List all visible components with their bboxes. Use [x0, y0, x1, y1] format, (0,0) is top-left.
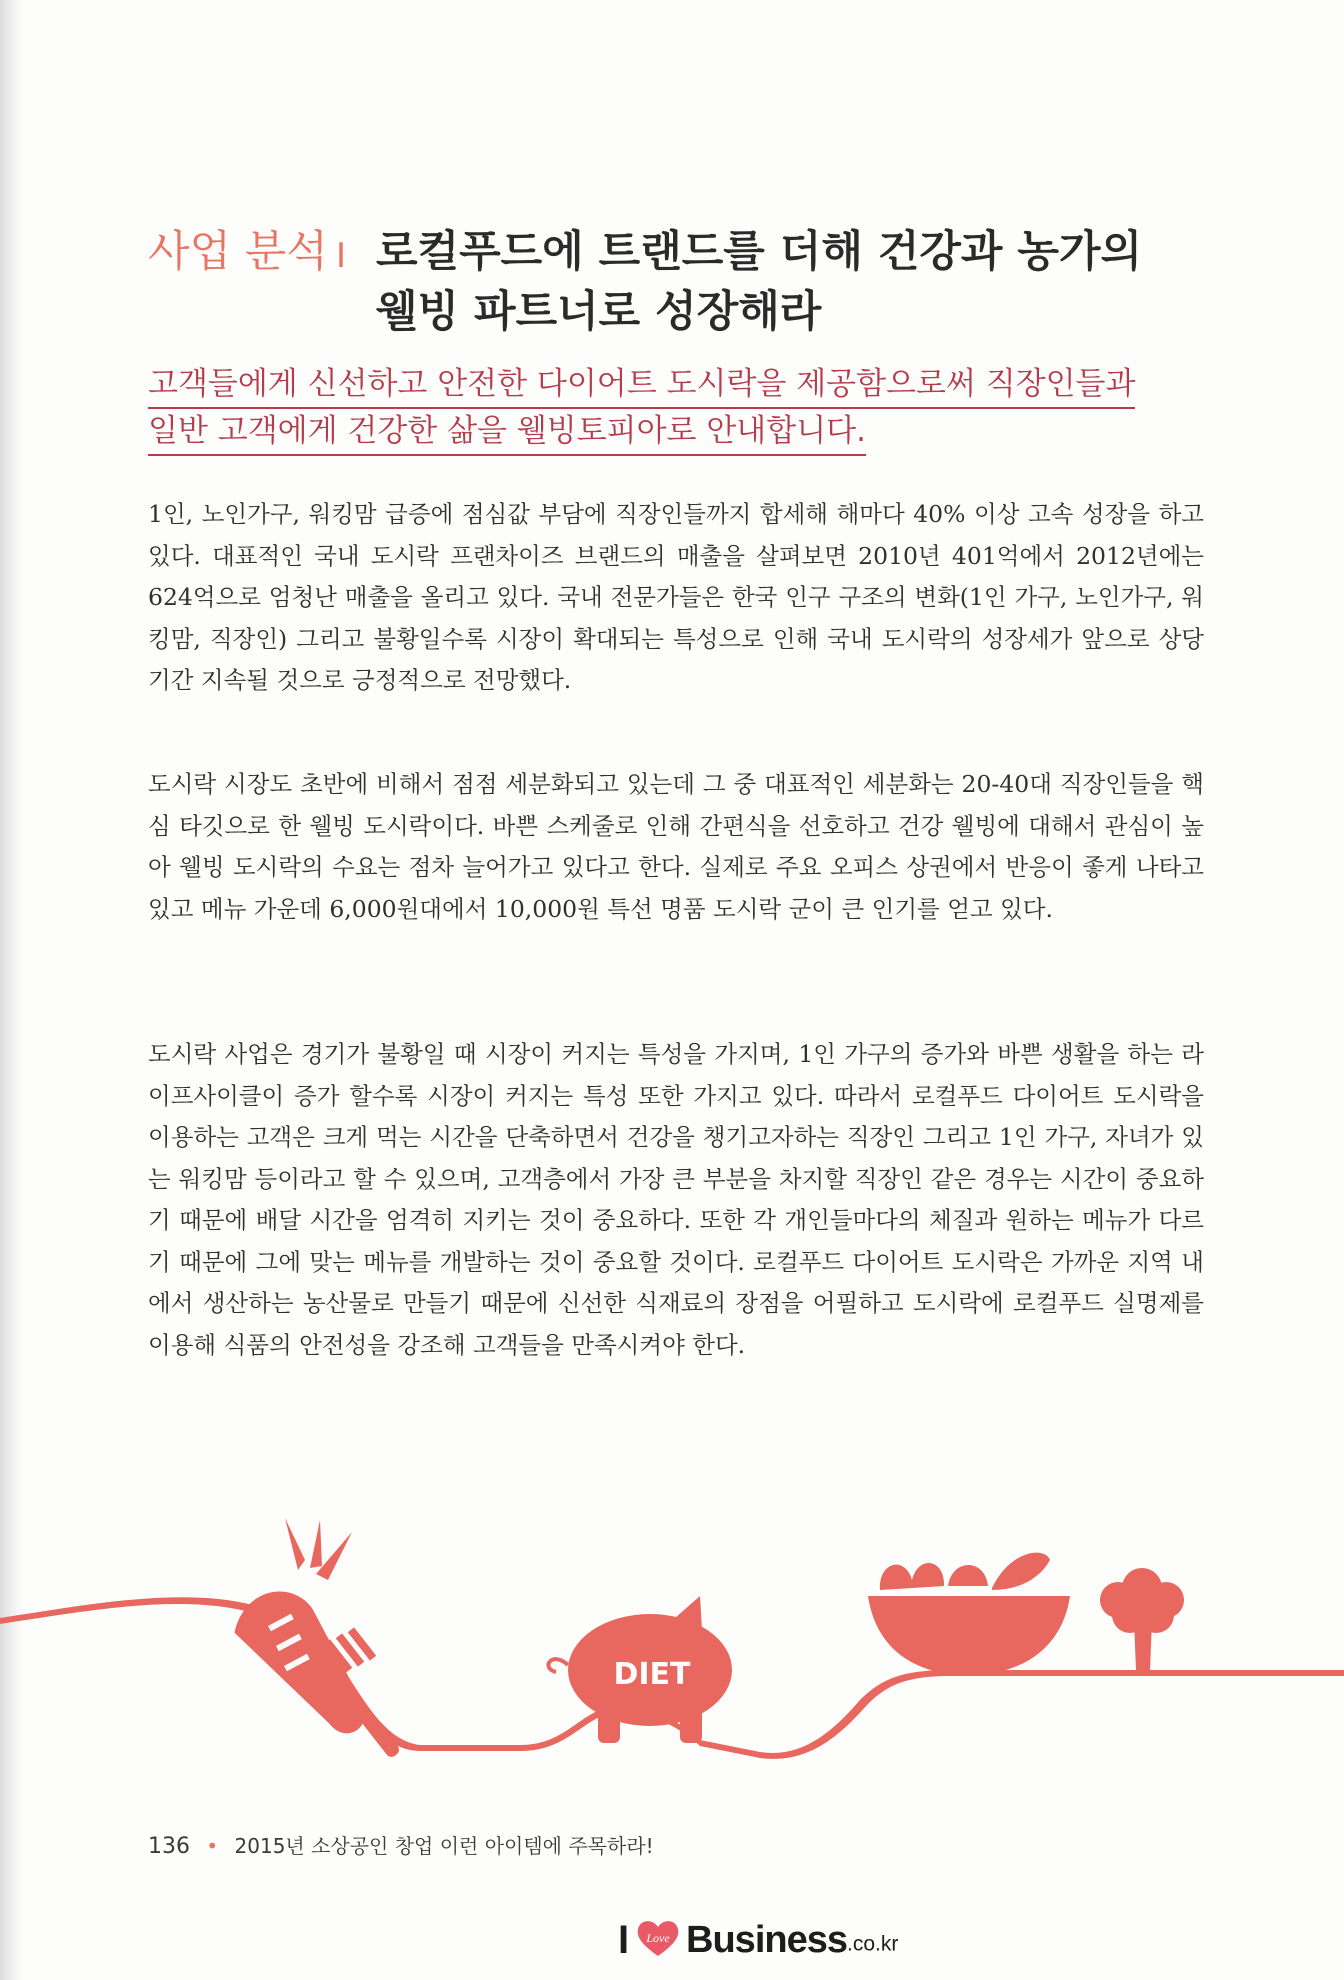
broccoli-icon: [1100, 1568, 1184, 1670]
heading-title-line-1: 로컬푸드에 트랜드를 더해 건강과 농가의: [376, 227, 1143, 277]
body-paragraph-1: 1인, 노인가구, 워킹맘 급증에 점심값 부담에 직장인들까지 합세해 해마다 40% 이상 고속 성장을 하고 있다. 대표적인 국내 도시락 프랜차이즈 브랜드의 매출을 살펴보면 2010년 401억에서 2012년에는 624억으로 엄청난 매출을 올리고 있다. 국내 전문가들은 한국 인구 구조의 변화(1인 가구, 노인가구, 워킹맘, 직장인) 그리고 불황일수록 시장이 확대되는 특성으로 인해 국내 도시락의 성장세가 앞으로 상당 기간 지속될 것으로 긍정적으로 전망했다.: [148, 500, 1204, 694]
heading-title-line-2: 웰빙 파트너로 성장해라: [376, 287, 822, 337]
body-paragraph-3: 도시락 사업은 경기가 불황일 때 시장이 커지는 특성을 가지며, 1인 가구의 증가와 바쁜 생활을 하는 라이프사이클이 증가 할수록 시장이 커지는 특성 또한 가지고 있다. 따라서 로컬푸드 다이어트 도시락을 이용하는 고객은 크게 먹는 시간을 단축하면서 건강을 챙기고자하는 직장인 그리고 1인 가구, 자녀가 있는 워킹맘 등이라고 할 수 있으며, 고객층에서 가장 큰 부분을 차지할 직장인 같은 경우는 시간이 중요하기 때문에 배달 시간을 엄격히 지키는 것이 중요하다. 또한 각 개인들마다의 체질과 원하는 메뉴가 다르기 때문에 그에 맞는 메뉴를 개발하는 것이 중요할 것이다. 로컬푸드 다이어트 도시락은 가까운 지역 내에서 생산하는 농산물로 만들기 때문에 신선한 식재료의 장점을 어필하고 도시락에 로컬푸드 실명제를 이용해 식품의 안전성을 강조해 고객들을 만족시켜야 한다.: [148, 1040, 1204, 1359]
logo-business: Business: [686, 1919, 847, 1961]
heart-icon: [636, 1918, 680, 1963]
pig-diet-label: DIET: [613, 1657, 691, 1692]
book-title: 2015년 소상공인 창업 이런 아이템에 주목하라!: [234, 1834, 654, 1858]
section-label: 사업 분석: [148, 227, 328, 277]
body-paragraph-2: 도시락 시장도 초반에 비해서 점점 세분화되고 있는데 그 중 대표적인 세분화는 20-40대 직장인들을 핵심 타깃으로 한 웰빙 도시락이다. 바쁜 스케줄로 인해 간편식을 선호하고 건강 웰빙에 대해서 관심이 높아 웰빙 도시락의 수요는 점차 늘어가고 있다고 한다. 실제로 주요 오피스 상권에서 반응이 좋게 나타고 있고 메뉴 가운데 6,000원대에서 10,000원 특선 명품 도시락 군이 큰 인기를 얻고 있다.: [148, 770, 1204, 923]
page-footer: [148, 1830, 654, 1859]
salad-bowl-icon: [868, 1553, 1070, 1675]
logo-love: Love: [645, 1931, 670, 1945]
subheading-line-2: 일반 고객에게 건강한 삶을 웰빙토피아로 안내합니다.: [148, 409, 866, 456]
footer-bullet: •: [206, 1834, 219, 1858]
page-number: 136: [148, 1834, 190, 1859]
food-illustration: [0, 1500, 1344, 1800]
logo-i: I: [618, 1918, 630, 1962]
subheading: [148, 362, 1208, 456]
subheading-line-1: 고객들에게 신선하고 안전한 다이어트 도시락을 제공함으로써 직장인들과: [148, 362, 1135, 409]
i-love-business-logo: [618, 1918, 898, 1968]
logo-domain: .co.kr: [847, 1932, 899, 1956]
heading-separator: I: [336, 236, 347, 276]
